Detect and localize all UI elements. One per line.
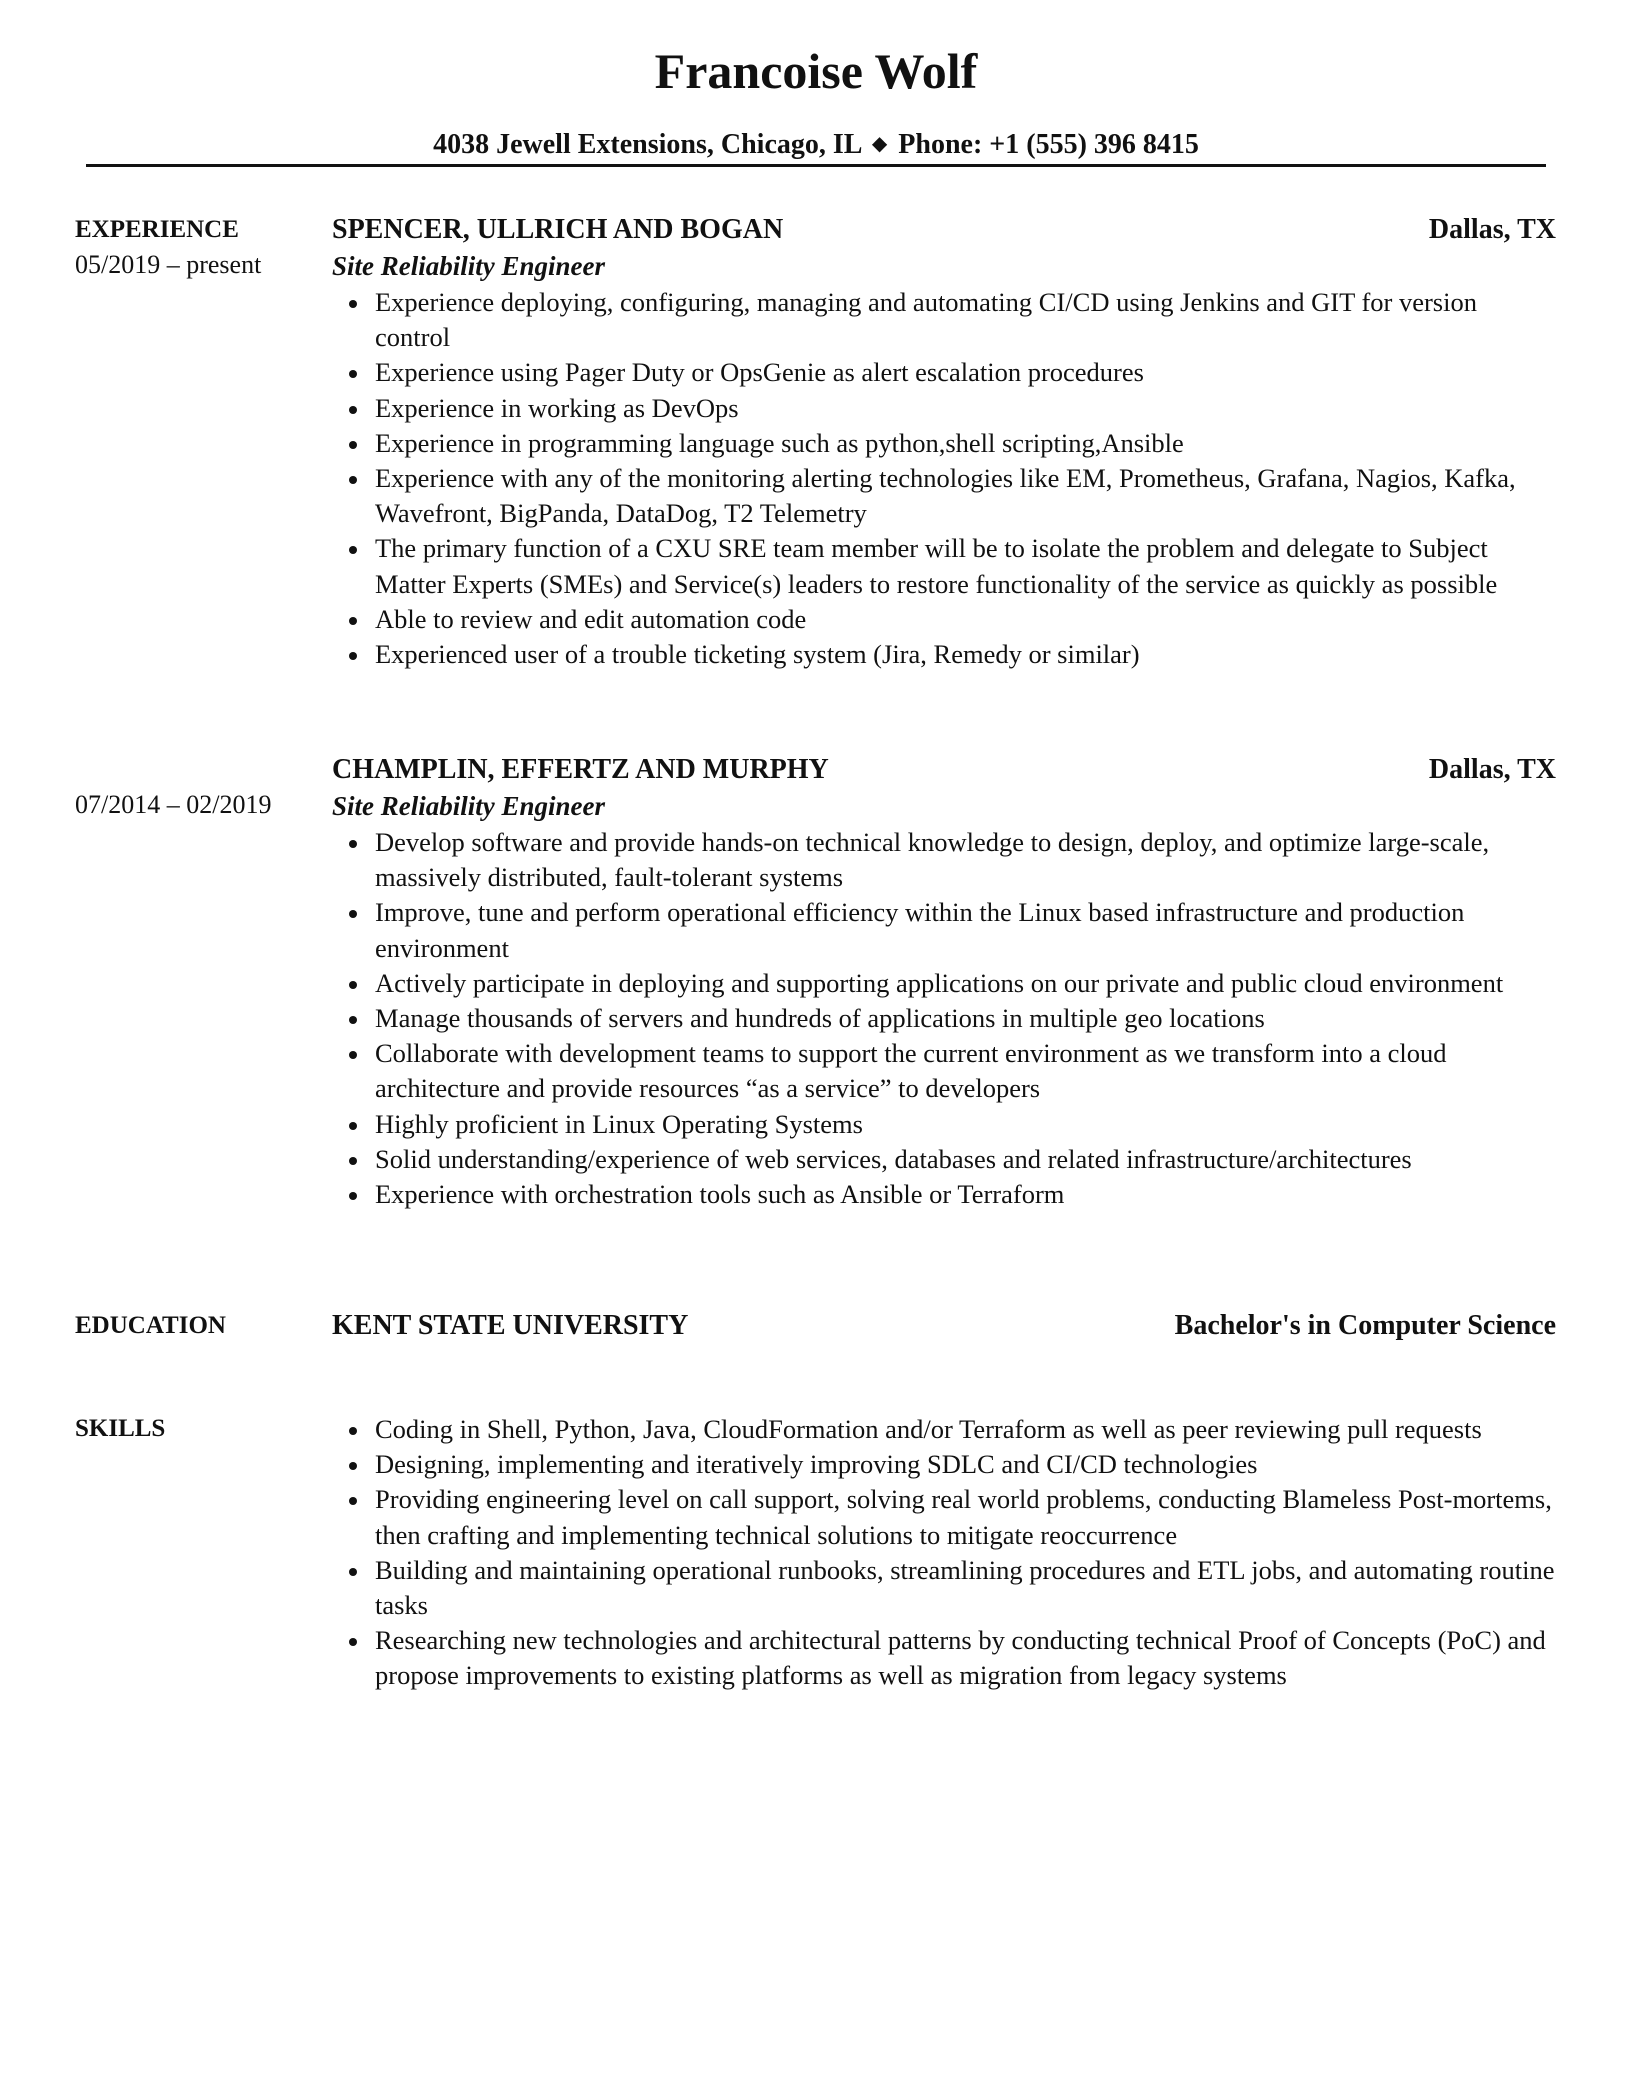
header-divider bbox=[86, 164, 1546, 167]
section-label-experience: EXPERIENCE bbox=[75, 216, 239, 243]
list-item: Experience with orchestration tools such as Ansible or Terraform bbox=[332, 1177, 1556, 1212]
contact-line bbox=[0, 124, 1632, 165]
job-header bbox=[332, 752, 1556, 788]
diamond-separator-icon: ◆ bbox=[871, 133, 888, 155]
job-dates: 05/2019 – present bbox=[75, 250, 262, 279]
candidate-name: Francoise Wolf bbox=[654, 43, 978, 99]
list-item: Collaborate with development teams to support the current environment as we transform into a cloud architecture and provide resources “as a service” to developers bbox=[332, 1036, 1556, 1106]
list-item: Experience using Pager Duty or OpsGenie as alert escalation procedures bbox=[332, 355, 1556, 390]
job-location: Dallas, TX bbox=[1428, 754, 1556, 785]
company-name: CHAMPLIN, EFFERTZ AND MURPHY bbox=[332, 754, 829, 785]
list-item: Building and maintaining operational runbooks, streamlining procedures and ETL jobs, and automating routine tasks bbox=[332, 1553, 1556, 1623]
list-item: Experienced user of a trouble ticketing system (Jira, Remedy or similar) bbox=[332, 637, 1556, 672]
skills-bullets bbox=[332, 1412, 1556, 1694]
job-header bbox=[332, 212, 1556, 248]
list-item: Coding in Shell, Python, Java, CloudFormation and/or Terraform as well as peer reviewing pull requests bbox=[332, 1412, 1556, 1447]
list-item: Highly proficient in Linux Operating Systems bbox=[332, 1107, 1556, 1142]
education-header bbox=[332, 1308, 1556, 1344]
list-item: Develop software and provide hands-on technical knowledge to design, deploy, and optimize large-scale, massively distributed, fault-tolerant systems bbox=[332, 825, 1556, 895]
list-item: Researching new technologies and architectural patterns by conducting technical Proof of Concepts (PoC) and propose improvements to existing platforms as well as migration from legacy systems bbox=[332, 1623, 1556, 1693]
list-item: Experience in working as DevOps bbox=[332, 391, 1556, 426]
list-item: The primary function of a CXU SRE team member will be to isolate the problem and delegate to Subject Matter Experts (SMEs) and Service(s) leaders to restore functionality of the service as quickly as possible bbox=[332, 531, 1556, 601]
list-item: Designing, implementing and iteratively improving SDLC and CI/CD technologies bbox=[332, 1447, 1556, 1482]
phone: Phone: +1 (555) 396 8415 bbox=[898, 129, 1199, 160]
job-title: Site Reliability Engineer bbox=[332, 791, 606, 821]
job-location: Dallas, TX bbox=[1428, 214, 1556, 245]
list-item: Experience deploying, configuring, managing and automating CI/CD using Jenkins and GIT for version control bbox=[332, 285, 1556, 355]
list-item: Actively participate in deploying and supporting applications on our private and public cloud environment bbox=[332, 966, 1556, 1001]
job-title: Site Reliability Engineer bbox=[332, 251, 606, 281]
section-label-education: EDUCATION bbox=[75, 1312, 226, 1339]
section-label-skills: SKILLS bbox=[75, 1415, 166, 1442]
list-item: Experience in programming language such as python,shell scripting,Ansible bbox=[332, 426, 1556, 461]
job-bullets bbox=[332, 285, 1556, 672]
list-item: Providing engineering level on call support, solving real world problems, conducting Blameless Post-mortems, then crafting and implementing technical solutions to mitigate reoccurrence bbox=[332, 1482, 1556, 1552]
job-dates: 07/2014 – 02/2019 bbox=[75, 790, 272, 819]
school-name: KENT STATE UNIVERSITY bbox=[332, 1310, 689, 1341]
list-item: Able to review and edit automation code bbox=[332, 602, 1556, 637]
list-item: Experience with any of the monitoring alerting technologies like EM, Prometheus, Grafana, Nagios, Kafka, Wavefront, BigPanda, DataDog, T2 Telemetry bbox=[332, 461, 1556, 531]
degree: Bachelor's in Computer Science bbox=[1174, 1310, 1556, 1341]
list-item: Improve, tune and perform operational efficiency within the Linux based infrastructure and production environment bbox=[332, 895, 1556, 965]
list-item: Manage thousands of servers and hundreds of applications in multiple geo locations bbox=[332, 1001, 1556, 1036]
address: 4038 Jewell Extensions, Chicago, IL bbox=[433, 129, 861, 160]
company-name: SPENCER, ULLRICH AND BOGAN bbox=[332, 214, 784, 245]
list-item: Solid understanding/experience of web services, databases and related infrastructure/architectures bbox=[332, 1142, 1556, 1177]
job-bullets bbox=[332, 825, 1556, 1212]
